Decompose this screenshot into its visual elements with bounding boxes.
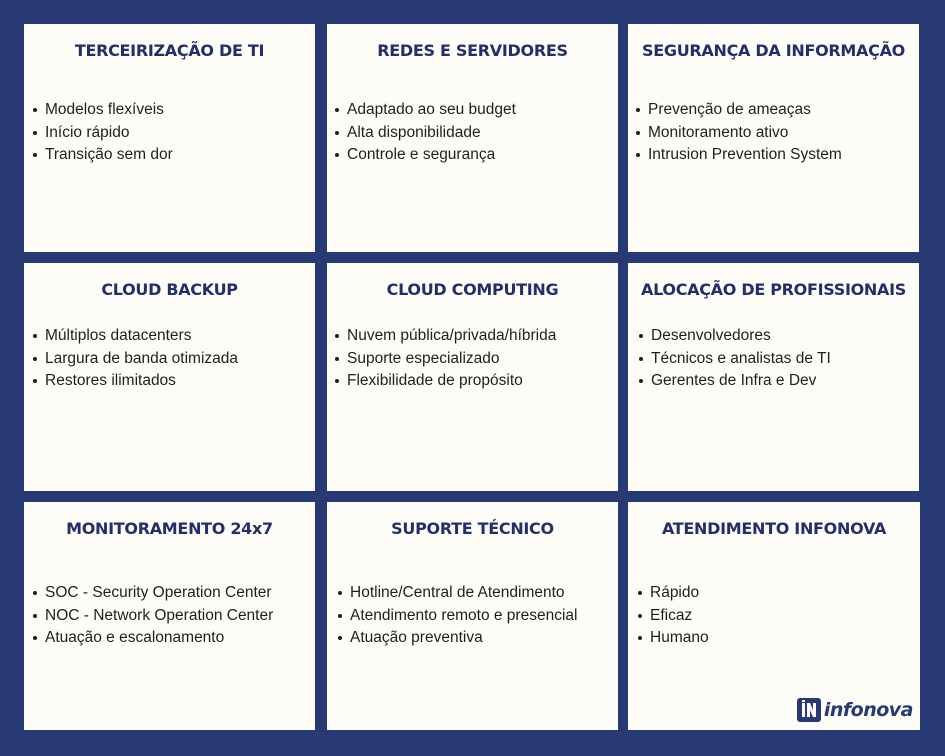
bullet-icon <box>335 108 339 112</box>
list-item: Eficaz <box>638 605 709 628</box>
bullet-icon <box>639 357 643 361</box>
card-redes-servidores <box>327 24 618 252</box>
card-list <box>638 582 709 650</box>
card-list <box>335 99 516 167</box>
list-item: Adaptado ao seu budget <box>335 99 516 122</box>
list-item: Atuação e escalonamento <box>33 627 273 650</box>
bullet-icon <box>33 591 37 595</box>
list-item: Largura de banda otimizada <box>33 348 238 371</box>
list-item: Flexibilidade de propósito <box>335 370 556 393</box>
list-item: Técnicos e analistas de TI <box>639 348 831 371</box>
bullet-icon <box>636 108 640 112</box>
card-suporte-tecnico <box>327 502 618 730</box>
bullet-icon <box>33 636 37 640</box>
bullet-icon <box>638 636 642 640</box>
card-monitoramento <box>24 502 315 730</box>
list-item: Monitoramento ativo <box>636 122 842 145</box>
card-alocacao <box>628 263 919 491</box>
list-item: Nuvem pública/privada/híbrida <box>335 325 556 348</box>
bullet-icon <box>335 153 339 157</box>
list-item: Restores ilimitados <box>33 370 238 393</box>
infonova-logo <box>797 698 913 722</box>
list-item: Rápido <box>638 582 709 605</box>
card-title: ALOCAÇÃO DE PROFISSIONAIS <box>641 280 906 299</box>
bullet-icon <box>338 591 342 595</box>
card-cloud-backup <box>24 263 315 491</box>
bullet-icon <box>33 108 37 112</box>
list-item: Intrusion Prevention System <box>636 144 842 167</box>
list-item: Início rápido <box>33 122 173 145</box>
list-item: Atendimento remoto e presencial <box>338 605 577 628</box>
list-item: Desenvolvedores <box>639 325 831 348</box>
list-item: NOC - Network Operation Center <box>33 605 273 628</box>
card-atendimento <box>628 502 920 730</box>
card-list <box>33 582 273 650</box>
card-cloud-computing <box>327 263 618 491</box>
list-item: Suporte especializado <box>335 348 556 371</box>
bullet-icon <box>335 334 339 338</box>
list-item: Alta disponibilidade <box>335 122 516 145</box>
bullet-icon <box>33 334 37 338</box>
list-item: Controle e segurança <box>335 144 516 167</box>
bullet-icon <box>638 591 642 595</box>
list-item: Humano <box>638 627 709 650</box>
card-title: CLOUD BACKUP <box>101 280 238 299</box>
card-list <box>338 582 577 650</box>
bullet-icon <box>639 379 643 383</box>
bullet-icon <box>636 131 640 135</box>
logo-text: infonova <box>823 699 913 721</box>
bullet-icon <box>636 153 640 157</box>
bullet-icon <box>335 131 339 135</box>
bullet-icon <box>33 153 37 157</box>
list-item: Prevenção de ameaças <box>636 99 842 122</box>
card-title: SUPORTE TÉCNICO <box>391 519 554 538</box>
bullet-icon <box>338 614 342 618</box>
card-title: MONITORAMENTO 24x7 <box>66 519 273 538</box>
card-list <box>33 99 173 167</box>
bullet-icon <box>33 131 37 135</box>
card-title: TERCEIRIZAÇÃO DE TI <box>74 41 265 60</box>
card-title: REDES E SERVIDORES <box>377 41 568 60</box>
list-item: Transição sem dor <box>33 144 173 167</box>
list-item: Hotline/Central de Atendimento <box>338 582 577 605</box>
list-item: Atuação preventiva <box>338 627 577 650</box>
card-list <box>335 325 556 393</box>
card-list <box>636 99 842 167</box>
bullet-icon <box>638 614 642 618</box>
card-seguranca <box>628 24 919 252</box>
card-list <box>33 325 238 393</box>
card-terceirizacao <box>24 24 315 252</box>
list-item: SOC - Security Operation Center <box>33 582 273 605</box>
bullet-icon <box>335 379 339 383</box>
infonova-logo-icon <box>797 698 821 722</box>
card-title: ATENDIMENTO INFONOVA <box>661 519 887 538</box>
bullet-icon <box>33 357 37 361</box>
card-title: SEGURANÇA DA INFORMAÇÃO <box>642 41 905 60</box>
bullet-icon <box>335 357 339 361</box>
bullet-icon <box>33 614 37 618</box>
bullet-icon <box>639 334 643 338</box>
list-item: Múltiplos datacenters <box>33 325 238 348</box>
card-title: CLOUD COMPUTING <box>386 280 559 299</box>
card-list <box>639 325 831 393</box>
bullet-icon <box>33 379 37 383</box>
list-item: Gerentes de Infra e Dev <box>639 370 831 393</box>
list-item: Modelos flexíveis <box>33 99 173 122</box>
bullet-icon <box>338 636 342 640</box>
